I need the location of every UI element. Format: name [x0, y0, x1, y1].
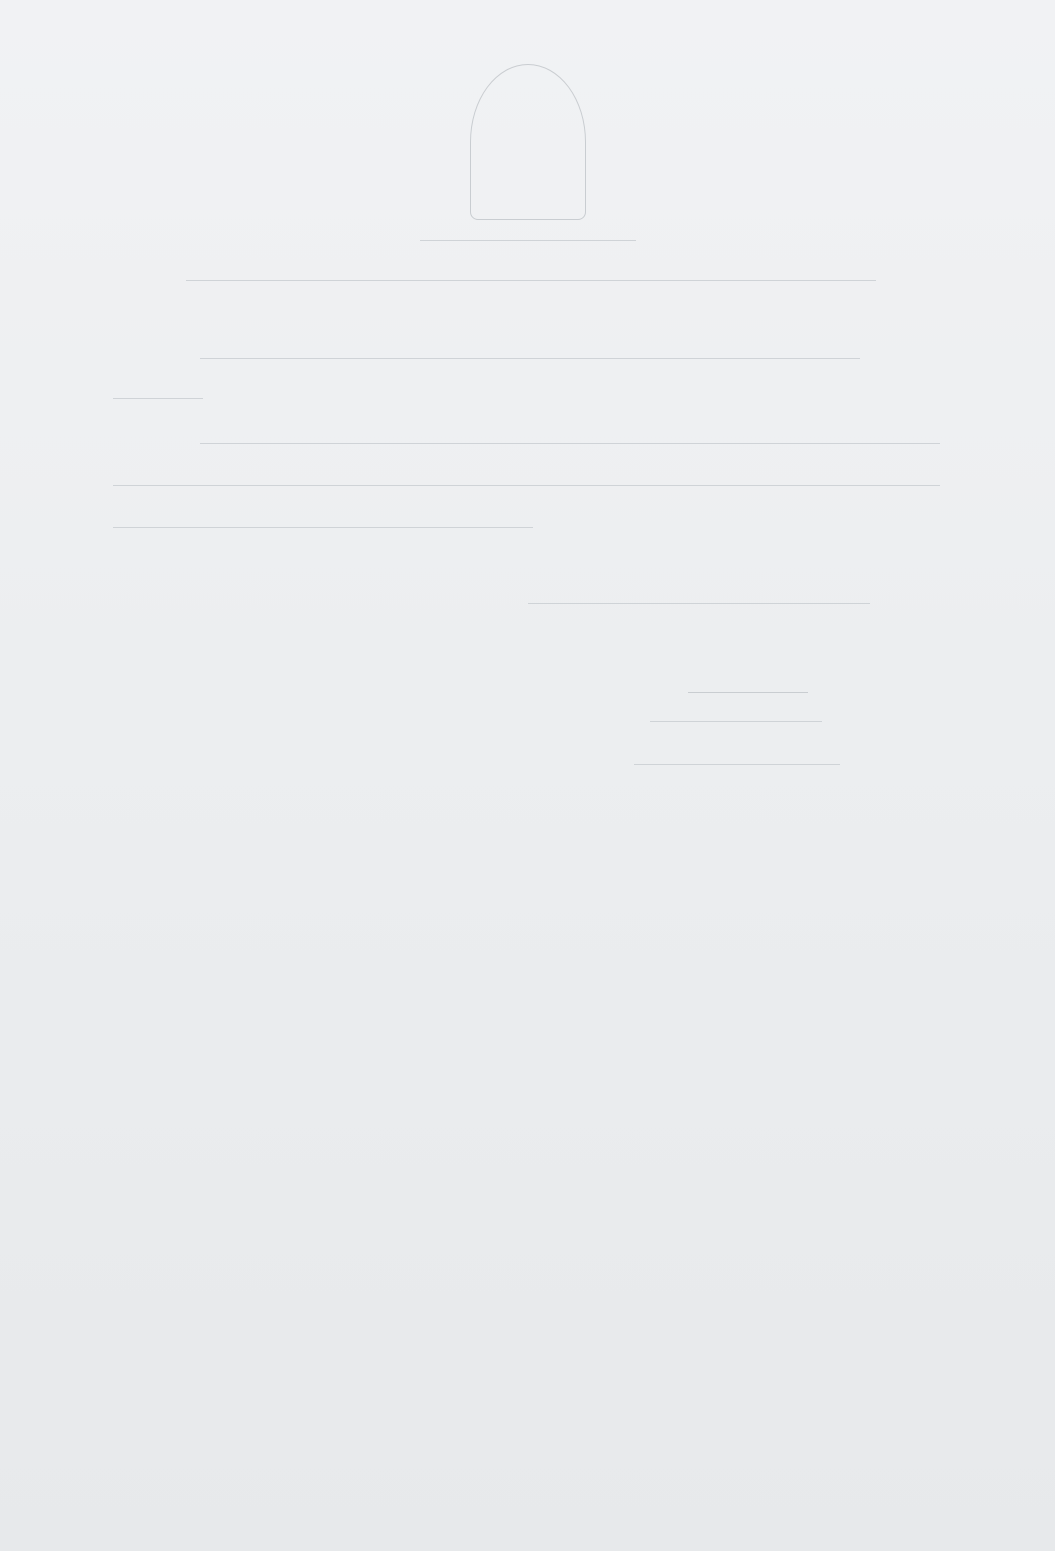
- signer-name-line: [650, 681, 822, 722]
- body-line-3: [200, 403, 940, 444]
- body-line-4: [113, 445, 940, 486]
- emblem-region: [470, 64, 586, 220]
- body-line-1: [200, 318, 860, 359]
- date-line: [528, 563, 870, 604]
- body-line-5: [113, 487, 533, 528]
- body-line-2: [113, 358, 203, 399]
- signer-title-line: [634, 724, 840, 765]
- title-line: [420, 200, 636, 241]
- subject-line: [186, 240, 876, 281]
